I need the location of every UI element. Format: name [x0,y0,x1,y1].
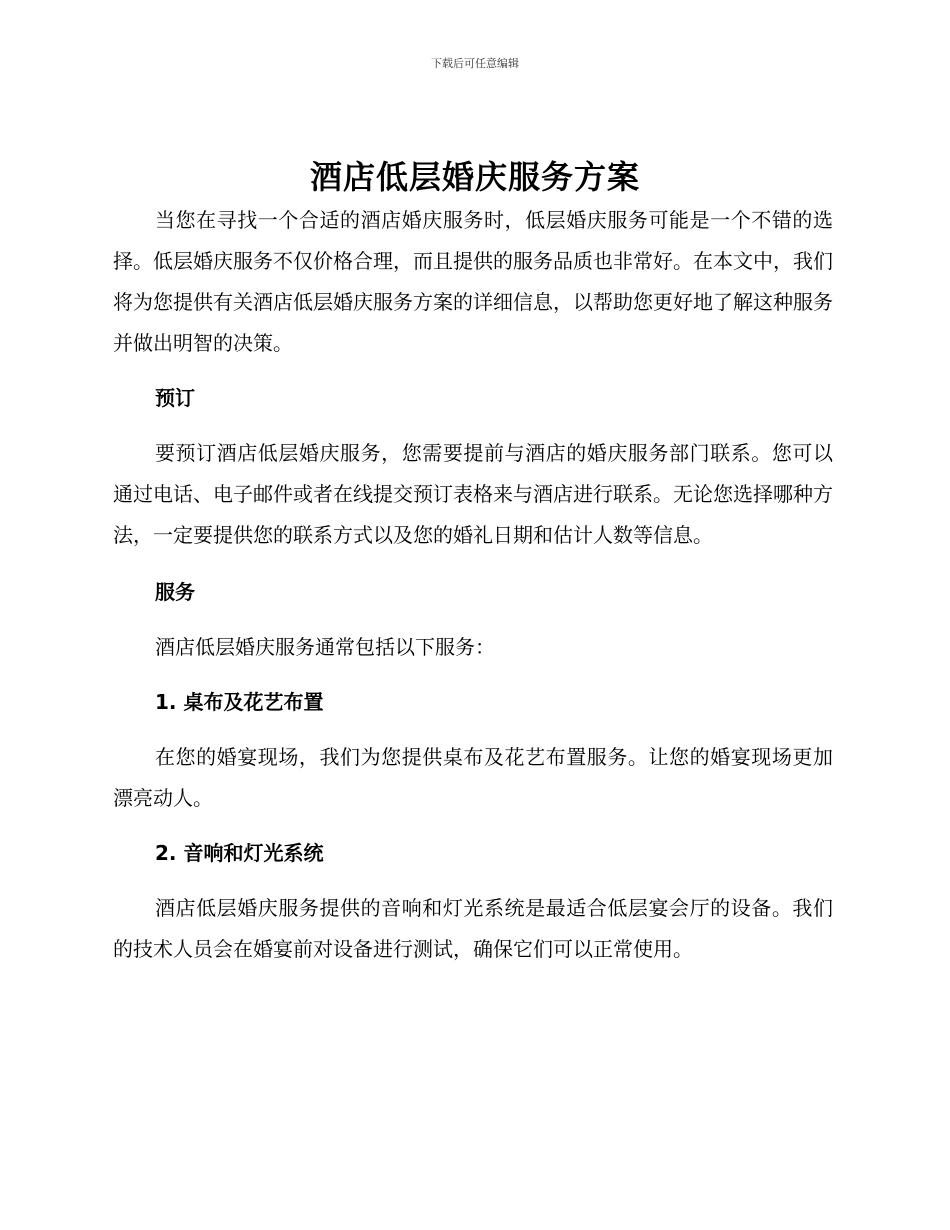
document-body [113,200,833,970]
header-note: 下载后可任意编辑 [431,57,519,70]
section-paragraph-booking: 要预订酒店低层婚庆服务，您需要提前与酒店的婚庆服务部门联系。您可以通过电话、电子邮件或者在线提交预订表格来与酒店进行联系。无论您选择哪种方法，一定要提供您的联系方式以及您的婚礼日期和估计人数等信息。 [113,441,833,547]
item-heading-tablecloth: 1. 桌布及花艺布置 [155,690,324,714]
item-paragraph-tablecloth: 在您的婚宴现场，我们为您提供桌布及花艺布置服务。让您的婚宴现场更加漂亮动人。 [113,745,833,810]
intro-paragraph: 当您在寻找一个合适的酒店婚庆服务时，低层婚庆服务可能是一个不错的选择。低层婚庆服务不仅价格合理，而且提供的服务品质也非常好。在本文中，我们将为您提供有关酒店低层婚庆服务方案的详细信息，以帮助您更好地了解这种服务并做出明智的决策。 [113,208,833,355]
section-paragraph-services: 酒店低层婚庆服务通常包括以下服务： [155,635,495,659]
section-heading-services: 服务 [155,580,195,604]
section-heading-booking: 预订 [155,386,195,410]
item-paragraph-audio-lighting: 酒店低层婚庆服务提供的音响和灯光系统是最适合低层宴会厅的设备。我们的技术人员会在婚宴前对设备进行测试，确保它们可以正常使用。 [113,896,833,961]
item-heading-audio-lighting: 2. 音响和灯光系统 [155,841,324,865]
document-title: 酒店低层婚庆服务方案 [309,158,640,196]
